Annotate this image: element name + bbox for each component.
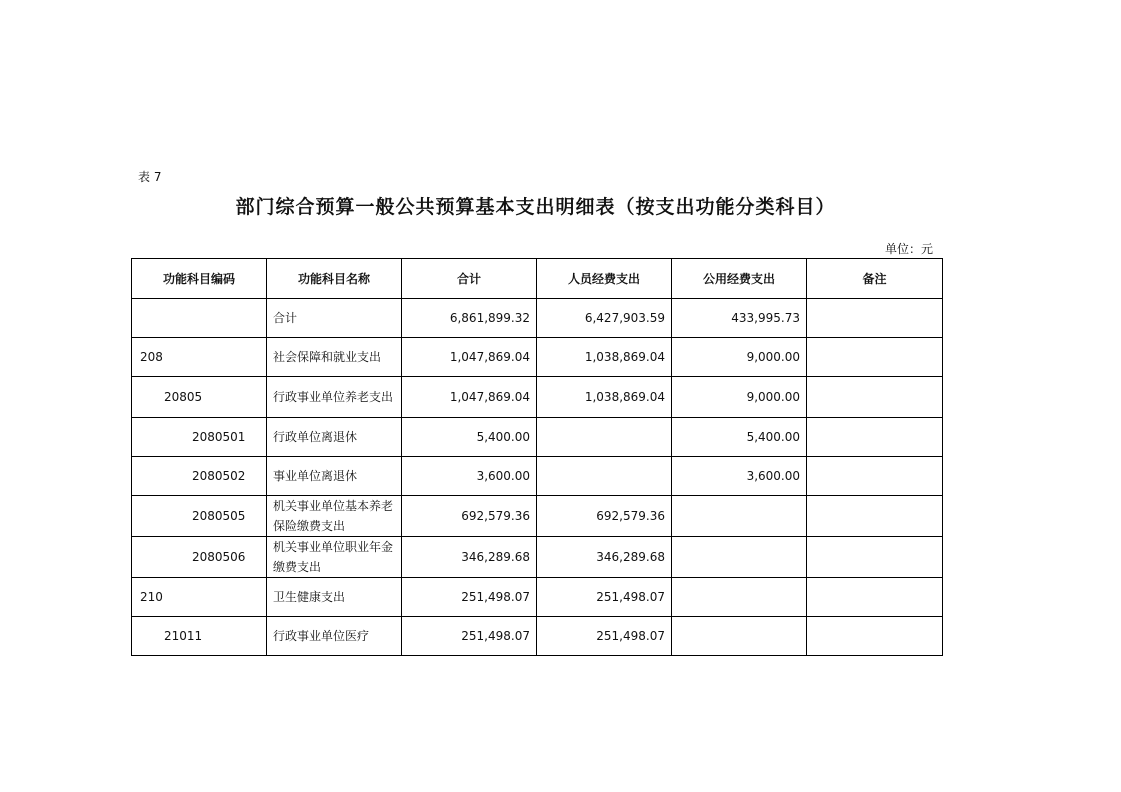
row-code: 2080505: [132, 496, 267, 537]
row-total: 1,047,869.04: [402, 377, 537, 418]
row-note: [807, 338, 943, 377]
row-public: [672, 496, 807, 537]
row-public: 433,995.73: [672, 299, 807, 338]
table-header-row: [132, 259, 943, 299]
row-code: 20805: [132, 377, 267, 418]
row-name: 事业单位离退休: [267, 457, 402, 496]
row-personnel: 251,498.07: [537, 578, 672, 617]
table-row: [132, 496, 943, 537]
row-personnel: 6,427,903.59: [537, 299, 672, 338]
row-total: 5,400.00: [402, 418, 537, 457]
row-name: 行政事业单位养老支出: [267, 377, 402, 418]
table-row: [132, 418, 943, 457]
table-row: [132, 377, 943, 418]
row-public: 9,000.00: [672, 338, 807, 377]
row-note: [807, 496, 943, 537]
row-total: 251,498.07: [402, 578, 537, 617]
budget-table: [131, 258, 943, 656]
row-note: [807, 299, 943, 338]
row-personnel: 251,498.07: [537, 617, 672, 656]
row-total: 346,289.68: [402, 537, 537, 578]
row-note: [807, 617, 943, 656]
row-personnel: 1,038,869.04: [537, 377, 672, 418]
row-name: 机关事业单位基本养老保险缴费支出: [267, 496, 402, 537]
row-code: 2080506: [132, 537, 267, 578]
table-row: [132, 299, 943, 338]
row-public: [672, 537, 807, 578]
row-total: 3,600.00: [402, 457, 537, 496]
table-row: [132, 457, 943, 496]
row-personnel: [537, 457, 672, 496]
row-code: 208: [132, 338, 267, 377]
header-function-code: 功能科目编码: [132, 259, 267, 299]
row-code: 2080502: [132, 457, 267, 496]
row-public: [672, 578, 807, 617]
header-personnel-expense: 人员经费支出: [537, 259, 672, 299]
row-code: [132, 299, 267, 338]
table-number-label: 表 7: [138, 170, 162, 184]
row-code: 210: [132, 578, 267, 617]
row-public: [672, 617, 807, 656]
row-name: 行政事业单位医疗: [267, 617, 402, 656]
row-name: 社会保障和就业支出: [267, 338, 402, 377]
row-personnel: [537, 418, 672, 457]
table-row: [132, 338, 943, 377]
row-note: [807, 578, 943, 617]
document-title: 部门综合预算一般公共预算基本支出明细表（按支出功能分类科目）: [235, 196, 836, 218]
row-name: 行政单位离退休: [267, 418, 402, 457]
row-name: 合计: [267, 299, 402, 338]
header-total: 合计: [402, 259, 537, 299]
unit-label: 单位：元: [884, 242, 933, 256]
table-row: [132, 617, 943, 656]
row-personnel: 346,289.68: [537, 537, 672, 578]
header-function-name: 功能科目名称: [267, 259, 402, 299]
row-total: 692,579.36: [402, 496, 537, 537]
row-code: 21011: [132, 617, 267, 656]
row-note: [807, 457, 943, 496]
row-note: [807, 377, 943, 418]
row-public: 9,000.00: [672, 377, 807, 418]
row-note: [807, 537, 943, 578]
table-row: [132, 578, 943, 617]
header-public-expense: 公用经费支出: [672, 259, 807, 299]
row-total: 1,047,869.04: [402, 338, 537, 377]
row-name: 机关事业单位职业年金缴费支出: [267, 537, 402, 578]
row-personnel: 692,579.36: [537, 496, 672, 537]
row-public: 3,600.00: [672, 457, 807, 496]
row-public: 5,400.00: [672, 418, 807, 457]
header-note: 备注: [807, 259, 943, 299]
row-name: 卫生健康支出: [267, 578, 402, 617]
table-row: [132, 537, 943, 578]
row-total: 6,861,899.32: [402, 299, 537, 338]
row-code: 2080501: [132, 418, 267, 457]
row-note: [807, 418, 943, 457]
row-total: 251,498.07: [402, 617, 537, 656]
row-personnel: 1,038,869.04: [537, 338, 672, 377]
